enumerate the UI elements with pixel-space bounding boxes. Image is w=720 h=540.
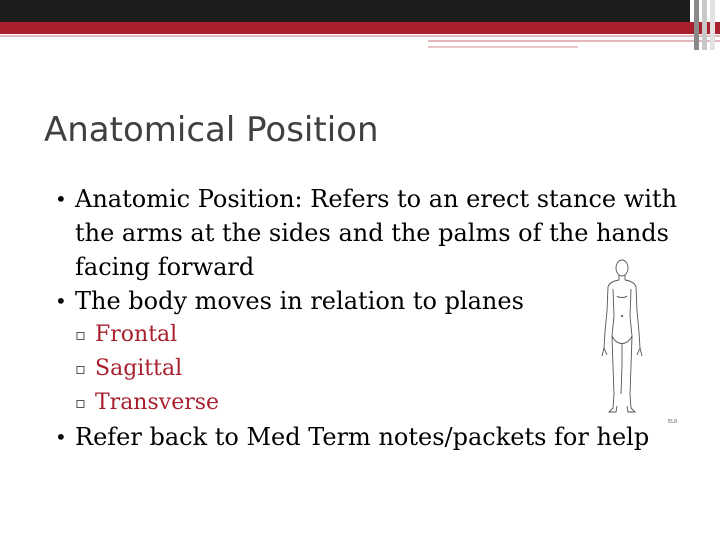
bullet-refer-back	[55, 420, 695, 454]
sub-bullet-marker: ▫	[75, 325, 86, 344]
bullet-text: Refer back to Med Term notes/packets for help	[75, 423, 650, 451]
top-dark-bar	[0, 0, 690, 22]
slide-title: Anatomical Position	[44, 110, 379, 150]
corner-stripe-2	[702, 0, 707, 50]
sub-bullet-text: Frontal	[95, 322, 178, 347]
anatomical-figure-illustration	[597, 256, 647, 416]
sub-bullet-marker: ▫	[75, 359, 86, 378]
corner-stripe-3	[710, 0, 715, 50]
pink-line-3	[428, 46, 578, 48]
bullet-marker: •	[55, 425, 67, 449]
top-pink-line	[0, 35, 720, 37]
sub-bullet-text: Sagittal	[95, 356, 183, 381]
sub-bullet-text: Transverse	[95, 390, 220, 415]
top-red-bar	[0, 22, 720, 34]
bullet-marker: •	[55, 187, 67, 211]
pink-line-2	[428, 40, 720, 42]
sub-bullet-marker: ▫	[75, 393, 86, 412]
figure-caption: ELR	[668, 419, 678, 425]
corner-stripe-1	[694, 0, 699, 50]
bullet-text: The body moves in relation to planes	[75, 287, 524, 315]
bullet-marker: •	[55, 289, 67, 313]
bullet-text: Anatomic Position: Refers to an erect stance with the arms at the sides and the palms of the hands facing forward	[75, 185, 678, 281]
